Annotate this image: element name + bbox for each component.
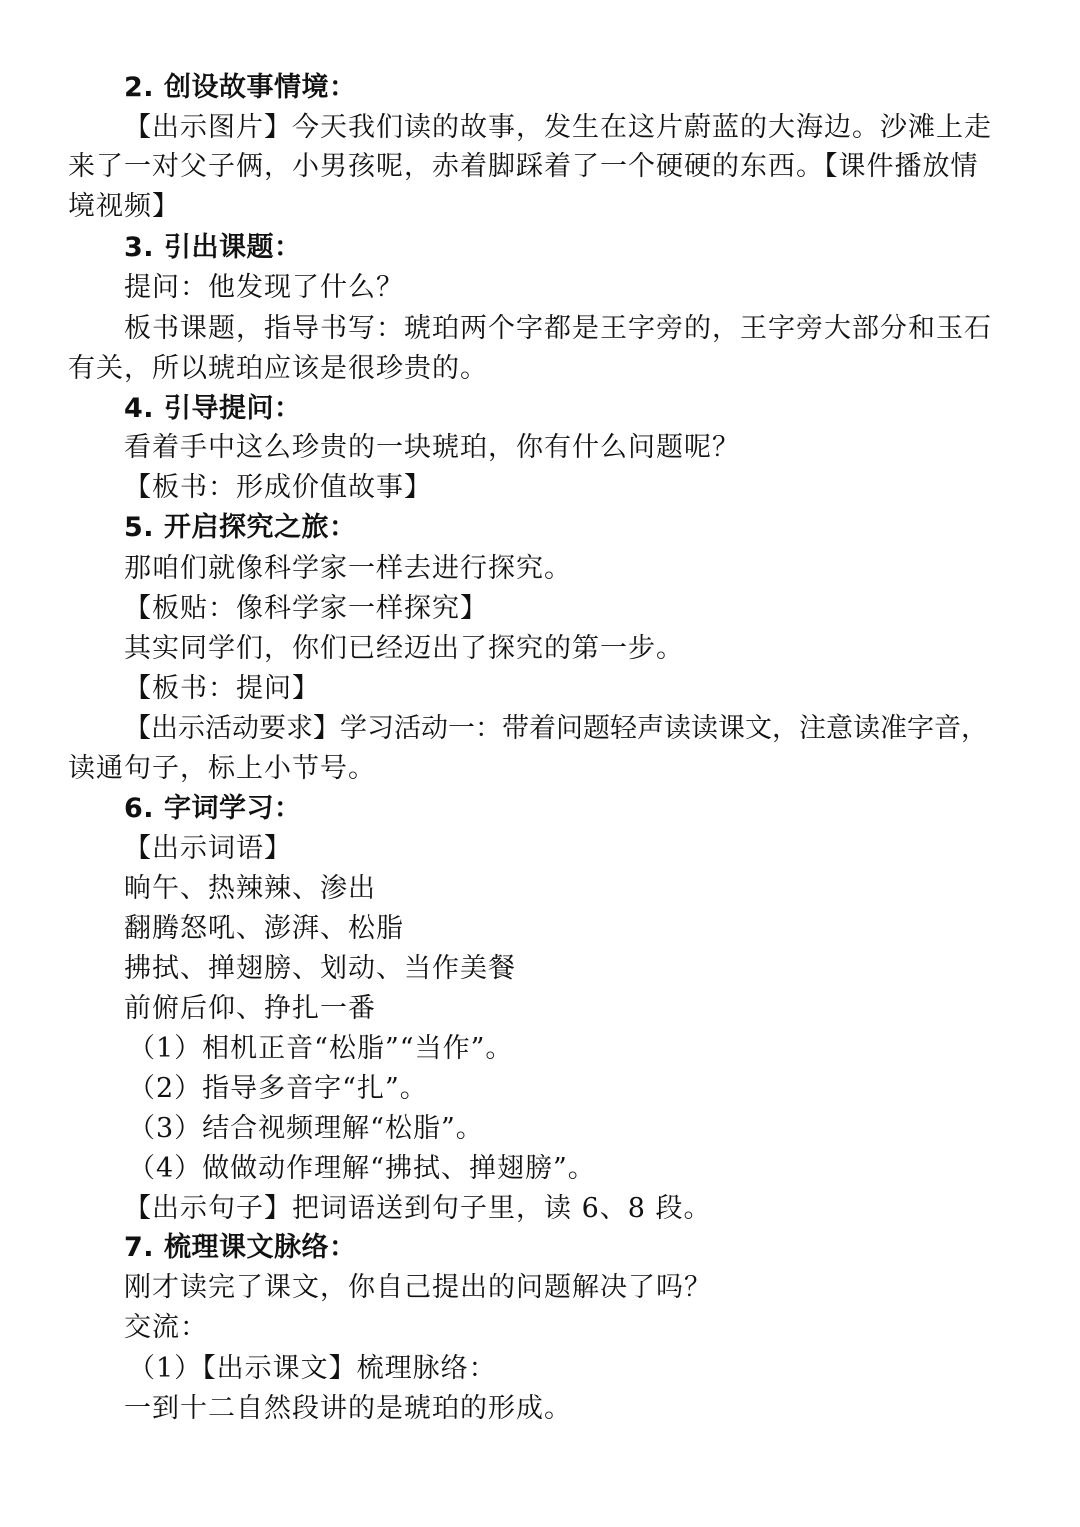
board-note: 【板书：形成价值故事】 [124,472,432,503]
numbered-note: （4）做做动作理解“拂拭、掸翅膀”。 [128,1153,596,1184]
paragraph-line: 【出示图片】今天我们读的故事，发生在这片蔚蓝的大海边。沙滩上走 [124,112,992,143]
section-6-heading: 6. 字词学习： [124,793,302,824]
paragraph-line: 境视频】 [68,191,180,222]
section-3-heading: 3. 引出课题： [124,232,302,263]
word-list-line: 前俯后仰、挣扎一番 [124,993,376,1024]
numbered-note: （1）相机正音“松脂”“当作”。 [128,1033,514,1064]
paragraph-line: 刚才读完了课文，你自己提出的问题解决了吗？ [124,1272,712,1303]
paragraph-line: 提问：他发现了什么？ [124,272,404,303]
section-4-heading: 4. 引导提问： [124,393,302,424]
paragraph-line: 板书课题，指导书写：琥珀两个字都是王字旁的，王字旁大部分和玉石 [124,313,992,344]
section-7-heading: 7. 梳理课文脉络： [124,1232,357,1263]
numbered-note: （3）结合视频理解“松脂”。 [128,1113,484,1144]
word-list-line: 拂拭、掸翅膀、划动、当作美餐 [124,953,516,984]
paragraph-line: 看着手中这么珍贵的一块琥珀，你有什么问题呢？ [124,432,740,463]
word-list-line: 晌午、热辣辣、渗出 [124,873,376,904]
paragraph-line: 交流： [124,1312,208,1343]
paragraph-line: 【出示词语】 [124,833,292,864]
paragraph-line: 有关，所以琥珀应该是很珍贵的。 [68,353,488,384]
paragraph-line: 【出示句子】把词语送到句子里，读 6、8 段。 [124,1193,712,1224]
section-2-heading: 2. 创设故事情境： [124,72,357,103]
paragraph-line: 读通句子，标上小节号。 [68,753,376,784]
paragraph-line: 一到十二自然段讲的是琥珀的形成。 [124,1393,572,1424]
paragraph-line: 来了一对父子俩，小男孩呢，赤着脚踩着了一个硬硬的东西。【课件播放情 [68,151,979,182]
paragraph-line: 那咱们就像科学家一样去进行探究。 [124,553,572,584]
paragraph-line: 其实同学们，你们已经迈出了探究的第一步。 [124,633,684,664]
word-list-line: 翻腾怒吼、澎湃、松脂 [124,913,404,944]
paragraph-line: 【出示活动要求】学习活动一：带着问题轻声读读课文，注意读准字音， [124,713,988,744]
numbered-note: （2）指导多音字“扎”。 [128,1073,428,1104]
board-note: 【板书：提问】 [124,673,320,704]
board-note: 【板贴：像科学家一样探究】 [124,593,488,624]
numbered-note: （1）【出示课文】梳理脉络： [128,1353,497,1384]
section-5-heading: 5. 开启探究之旅： [124,512,357,543]
